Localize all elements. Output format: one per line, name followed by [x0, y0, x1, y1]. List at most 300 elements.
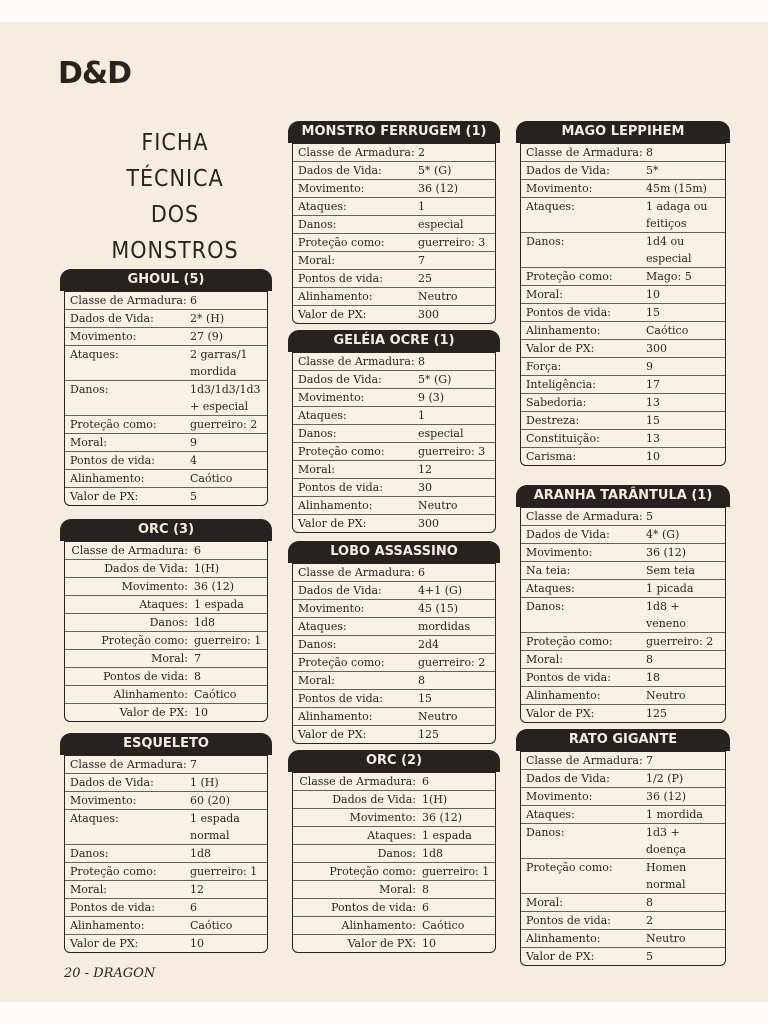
stat-value: 300 — [418, 517, 439, 530]
card-title: MONSTRO FERRUGEM (1) — [288, 121, 500, 143]
stat-row — [521, 912, 725, 930]
stat-label: Valor de PX: — [119, 706, 188, 719]
stat-label: Moral: — [298, 254, 335, 267]
stat-row — [293, 198, 495, 216]
stat-label: Danos: — [70, 383, 109, 396]
stat-value: 2 garras/1 mordida — [190, 348, 248, 378]
stat-label: Danos: — [526, 235, 565, 248]
stat-label: Movimento: — [70, 794, 137, 807]
stat-label: Força: — [526, 360, 562, 373]
stat-row — [521, 752, 725, 770]
stat-row — [521, 376, 725, 394]
stat-label: Dados de Vida: — [526, 772, 610, 785]
stat-row — [293, 461, 495, 479]
stat-value: 1d8 — [190, 847, 212, 860]
stat-value: 6 — [194, 544, 201, 557]
stat-label: Sabedoria: — [526, 396, 587, 409]
stat-row — [65, 614, 267, 632]
stat-value: 1d8 + veneno — [646, 600, 687, 630]
stat-value: guerreiro: 3 — [418, 445, 486, 458]
stat-value: 15 — [646, 306, 660, 319]
stat-value: 4+1 (G) — [418, 584, 463, 597]
stat-row — [521, 633, 725, 651]
stat-row — [293, 618, 495, 636]
stat-table — [64, 541, 268, 722]
stat-label: Alinhamento: — [526, 689, 601, 702]
stat-value: 12 — [418, 463, 432, 476]
stat-value: Neutro — [646, 689, 686, 702]
card-lobo-assassino — [288, 541, 500, 744]
stat-label: Movimento: — [526, 546, 593, 559]
stat-row — [65, 434, 267, 452]
stat-label: Classe de Armadura: — [526, 754, 643, 767]
stat-row — [293, 306, 495, 323]
stat-label: Moral: — [526, 288, 563, 301]
stat-row — [293, 371, 495, 389]
stat-value: 10 — [190, 937, 204, 950]
stat-label: Moral: — [298, 674, 335, 687]
stat-value: 8 — [418, 355, 425, 368]
stat-value: 10 — [646, 450, 660, 463]
stat-row — [521, 894, 725, 912]
stat-label: Alinhamento: — [526, 932, 601, 945]
stat-row — [65, 452, 267, 470]
stat-label: Movimento: — [70, 330, 137, 343]
stat-row — [521, 162, 725, 180]
stat-label: Classe de Armadura: — [526, 510, 643, 523]
stat-value: guerreiro: 1 — [190, 865, 258, 878]
stat-value: 5* (G) — [418, 164, 452, 177]
stat-row — [521, 233, 725, 268]
stat-value: 1d8 — [194, 616, 216, 629]
stat-value: 1d3 + doença — [646, 826, 686, 856]
stat-row — [65, 686, 267, 704]
stat-row — [293, 288, 495, 306]
stat-label: Valor de PX: — [298, 308, 367, 321]
card-title: ORC (3) — [60, 519, 272, 541]
stat-table — [292, 143, 496, 324]
stat-row — [521, 788, 725, 806]
stat-value: 6 — [418, 566, 425, 579]
stat-label: Alinhamento: — [526, 324, 601, 337]
stat-label: Alinhamento: — [341, 919, 416, 932]
stat-label: Ataques: — [70, 348, 119, 361]
stat-label: Movimento: — [526, 182, 593, 195]
stat-label: Movimento: — [121, 580, 188, 593]
stat-row — [65, 792, 267, 810]
card-geleia-ocre — [288, 330, 500, 533]
stat-label: Alinhamento: — [298, 710, 373, 723]
stat-row — [521, 824, 725, 859]
stat-table — [64, 755, 268, 953]
stat-label: Valor de PX: — [70, 937, 139, 950]
stat-row — [293, 917, 495, 935]
stat-table — [520, 751, 726, 966]
stat-row — [293, 234, 495, 252]
stat-label: Danos: — [526, 600, 565, 613]
stat-value: 2 — [646, 914, 653, 927]
stat-label: Ataques: — [367, 829, 416, 842]
stat-label: Pontos de vida: — [70, 454, 155, 467]
stat-value: Neutro — [418, 710, 458, 723]
stat-value: guerreiro: 2 — [190, 418, 258, 431]
stat-value: 8 — [418, 674, 425, 687]
card-rato-gigante — [516, 729, 730, 966]
stat-row — [521, 544, 725, 562]
stat-row — [65, 845, 267, 863]
stat-label: Danos: — [70, 847, 109, 860]
stat-row — [521, 930, 725, 948]
stat-value: Caótico — [422, 919, 465, 932]
stat-value: 36 (12) — [418, 182, 459, 195]
title-line-2: TÉCNICA — [126, 166, 224, 192]
stat-value: 1 — [418, 200, 425, 213]
stat-label: Ataques: — [139, 598, 188, 611]
stat-value: 15 — [418, 692, 432, 705]
stat-row — [293, 443, 495, 461]
stat-row — [521, 669, 725, 687]
stat-row — [293, 479, 495, 497]
stat-label: Danos: — [298, 427, 337, 440]
stat-value: 1 — [418, 409, 425, 422]
stat-row — [521, 358, 725, 376]
stat-label: Classe de Armadura: — [298, 355, 415, 368]
stat-value: 1(H) — [194, 562, 220, 575]
stat-label: Classe de Armadura: — [299, 775, 416, 788]
stat-row — [65, 668, 267, 686]
stat-row — [521, 394, 725, 412]
stat-label: Dados de Vida: — [298, 164, 382, 177]
stat-label: Pontos de vida: — [331, 901, 416, 914]
stat-value: 1(H) — [422, 793, 448, 806]
stat-value: guerreiro: 1 — [194, 634, 262, 647]
stat-row — [521, 322, 725, 340]
stat-row — [293, 425, 495, 443]
stat-label: Danos: — [149, 616, 188, 629]
stat-value: 5 — [190, 490, 197, 503]
stat-table — [520, 143, 726, 466]
stat-value: guerreiro: 2 — [418, 656, 486, 669]
stat-row — [521, 598, 725, 633]
stat-value: 45m (15m) — [646, 182, 707, 195]
stat-row — [65, 756, 267, 774]
stat-label: Proteção como: — [70, 418, 157, 431]
stat-value: 9 (3) — [418, 391, 445, 404]
card-title: LOBO ASSASSINO — [288, 541, 500, 563]
card-aranha-tarantula — [516, 485, 730, 723]
stat-value: 10 — [646, 288, 660, 301]
stat-row — [521, 144, 725, 162]
stat-label: Moral: — [379, 883, 416, 896]
stat-row — [293, 935, 495, 952]
card-ghoul — [60, 269, 272, 506]
stat-label: Danos: — [298, 218, 337, 231]
stat-value: 300 — [418, 308, 439, 321]
card-esqueleto — [60, 733, 272, 953]
stat-row — [293, 881, 495, 899]
stat-value: 5 — [646, 510, 653, 523]
stat-value: 1 adaga ou feitiços — [646, 200, 708, 230]
stat-row — [65, 578, 267, 596]
stat-row — [65, 810, 267, 845]
stat-row — [293, 216, 495, 234]
stat-value: 36 (12) — [646, 790, 687, 803]
stat-label: Ataques: — [298, 409, 347, 422]
card-title: ORC (2) — [288, 750, 500, 772]
stat-label: Moral: — [526, 653, 563, 666]
stat-label: Dados de Vida: — [298, 373, 382, 386]
stat-value: 8 — [646, 896, 653, 909]
stat-label: Dados de Vida: — [298, 584, 382, 597]
stat-row — [293, 863, 495, 881]
stat-value: 36 (12) — [194, 580, 235, 593]
stat-value: Neutro — [418, 499, 458, 512]
stat-row — [65, 774, 267, 792]
stat-value: Caótico — [646, 324, 689, 337]
stat-row — [293, 773, 495, 791]
stat-value: 2 — [418, 146, 425, 159]
stat-label: Pontos de vida: — [298, 692, 383, 705]
stat-row — [521, 526, 725, 544]
stat-value: 6 — [190, 901, 197, 914]
stat-value: 10 — [422, 937, 436, 950]
stat-label: Proteção como: — [298, 445, 385, 458]
stat-row — [65, 935, 267, 952]
stat-label: Alinhamento: — [70, 919, 145, 932]
stat-value: Mago: 5 — [646, 270, 692, 283]
stat-label: Destreza: — [526, 414, 580, 427]
stat-value: 1 espada — [194, 598, 244, 611]
stat-value: 7 — [190, 758, 197, 771]
stat-row — [521, 268, 725, 286]
stat-label: Dados de Vida: — [70, 312, 154, 325]
stat-row — [65, 881, 267, 899]
stat-row — [293, 353, 495, 371]
dnd-logo: D&D — [58, 56, 131, 91]
stat-value: 125 — [418, 728, 439, 741]
stat-row — [521, 687, 725, 705]
stat-row — [65, 596, 267, 614]
stat-row — [293, 180, 495, 198]
stat-row — [65, 470, 267, 488]
stat-value: 300 — [646, 342, 667, 355]
card-title: RATO GIGANTE — [516, 729, 730, 751]
stat-label: Na teia: — [526, 564, 571, 577]
stat-value: 8 — [646, 653, 653, 666]
stat-row — [65, 310, 267, 328]
stat-label: Classe de Armadura: — [71, 544, 188, 557]
stat-row — [65, 560, 267, 578]
stat-value: 17 — [646, 378, 660, 391]
stat-value: 125 — [646, 707, 667, 720]
stat-row — [65, 488, 267, 505]
stat-row — [65, 650, 267, 668]
stat-label: Dados de Vida: — [526, 528, 610, 541]
stat-row — [293, 497, 495, 515]
stat-value: Neutro — [418, 290, 458, 303]
stat-row — [521, 580, 725, 598]
stat-label: Valor de PX: — [347, 937, 416, 950]
stat-row — [521, 198, 725, 233]
stat-row — [65, 292, 267, 310]
title-line-3: DOS — [150, 202, 200, 228]
stat-label: Pontos de vida: — [70, 901, 155, 914]
card-title: MAGO LEPPIHEM — [516, 121, 730, 143]
stat-value: 1 mordida — [646, 808, 703, 821]
stat-label: Movimento: — [298, 602, 365, 615]
stat-row — [65, 899, 267, 917]
stat-row — [65, 346, 267, 381]
stat-value: 1d4 ou especial — [646, 235, 692, 265]
stat-label: Valor de PX: — [298, 728, 367, 741]
stat-row — [521, 304, 725, 322]
stat-label: Movimento: — [349, 811, 416, 824]
stat-row — [521, 806, 725, 824]
stat-value: 12 — [190, 883, 204, 896]
stat-value: 30 — [418, 481, 432, 494]
stat-row — [293, 845, 495, 863]
stat-label: Moral: — [70, 436, 107, 449]
stat-table — [292, 772, 496, 953]
stat-label: Moral: — [70, 883, 107, 896]
card-mago-leppihem — [516, 121, 730, 466]
stat-value: Caótico — [194, 688, 237, 701]
card-orc-3 — [60, 519, 272, 722]
stat-label: Danos: — [377, 847, 416, 860]
stat-value: 5* (G) — [418, 373, 452, 386]
stat-row — [521, 412, 725, 430]
stat-label: Movimento: — [526, 790, 593, 803]
stat-value: Sem teia — [646, 564, 695, 577]
stat-row — [65, 542, 267, 560]
stat-row — [521, 180, 725, 198]
stat-table — [292, 352, 496, 533]
stat-value: 1d8 — [422, 847, 444, 860]
card-monstro-ferrugem — [288, 121, 500, 324]
stat-value: 13 — [646, 396, 660, 409]
title-line-4: MONSTROS — [111, 238, 239, 264]
stat-label: Alinhamento: — [113, 688, 188, 701]
stat-table — [64, 291, 268, 506]
stat-value: 13 — [646, 432, 660, 445]
stat-row — [293, 600, 495, 618]
stat-label: Alinhamento: — [298, 290, 373, 303]
stat-row — [293, 827, 495, 845]
stat-value: 8 — [422, 883, 429, 896]
page-footer: 20 - DRAGON — [64, 966, 156, 981]
stat-value: 1/2 (P) — [646, 772, 684, 785]
stat-label: Proteção como: — [70, 865, 157, 878]
stat-label: Proteção como: — [526, 861, 613, 874]
stat-row — [293, 564, 495, 582]
stat-label: Ataques: — [298, 620, 347, 633]
stat-label: Ataques: — [70, 812, 119, 825]
stat-row — [293, 690, 495, 708]
stat-label: Pontos de vida: — [526, 671, 611, 684]
stat-value: 36 (12) — [422, 811, 463, 824]
stat-label: Proteção como: — [298, 236, 385, 249]
stat-row — [293, 809, 495, 827]
stat-label: Valor de PX: — [70, 490, 139, 503]
stat-row — [521, 286, 725, 304]
stat-label: Proteção como: — [101, 634, 188, 647]
stat-value: especial — [418, 218, 464, 231]
stat-label: Pontos de vida: — [103, 670, 188, 683]
stat-row — [293, 672, 495, 690]
card-orc-2 — [288, 750, 500, 953]
stat-row — [293, 389, 495, 407]
stat-label: Carisma: — [526, 450, 577, 463]
stat-row — [65, 917, 267, 935]
stat-value: guerreiro: 3 — [418, 236, 486, 249]
stat-label: Ataques: — [298, 200, 347, 213]
stat-value: 8 — [194, 670, 201, 683]
stat-row — [521, 508, 725, 526]
card-title: ARANHA TARÂNTULA (1) — [516, 485, 730, 507]
stat-value: 9 — [190, 436, 197, 449]
stat-row — [293, 162, 495, 180]
stat-label: Classe de Armadura: — [298, 146, 415, 159]
stat-table — [520, 507, 726, 723]
stat-value: 1 (H) — [190, 776, 219, 789]
stat-value: 5* — [646, 164, 659, 177]
card-title: GELÉIA OCRE (1) — [288, 330, 500, 352]
stat-label: Moral: — [526, 896, 563, 909]
stat-value: guerreiro: 1 — [422, 865, 490, 878]
stat-label: Proteção como: — [298, 656, 385, 669]
stat-label: Valor de PX: — [526, 342, 595, 355]
stat-value: Homen normal — [646, 861, 687, 891]
stat-label: Classe de Armadura: — [70, 294, 187, 307]
stat-value: Caótico — [190, 919, 233, 932]
stat-label: Dados de Vida: — [70, 776, 154, 789]
stat-row — [293, 726, 495, 743]
stat-value: 7 — [194, 652, 201, 665]
stat-value: 8 — [646, 146, 653, 159]
stat-label: Alinhamento: — [70, 472, 145, 485]
stat-label: Classe de Armadura: — [526, 146, 643, 159]
stat-value: 45 (15) — [418, 602, 459, 615]
stat-value: Neutro — [646, 932, 686, 945]
stat-label: Classe de Armadura: — [298, 566, 415, 579]
stat-value: 1 espada — [422, 829, 472, 842]
stat-row — [521, 859, 725, 894]
stat-row — [521, 705, 725, 722]
stat-row — [65, 381, 267, 416]
stat-value: 1d3/1d3/1d3 + especial — [190, 383, 261, 413]
stat-row — [293, 515, 495, 532]
stat-label: Moral: — [298, 463, 335, 476]
stat-label: Movimento: — [298, 182, 365, 195]
stat-label: Proteção como: — [526, 270, 613, 283]
stat-value: guerreiro: 2 — [646, 635, 714, 648]
stat-label: Alinhamento: — [298, 499, 373, 512]
stat-row — [293, 899, 495, 917]
stat-value: 6 — [422, 775, 429, 788]
stat-label: Proteção como: — [526, 635, 613, 648]
stat-value: 5 — [646, 950, 653, 963]
stat-row — [521, 430, 725, 448]
stat-row — [293, 708, 495, 726]
stat-value: 6 — [422, 901, 429, 914]
stat-label: Pontos de vida: — [526, 914, 611, 927]
stat-value: 10 — [194, 706, 208, 719]
stat-label: Pontos de vida: — [526, 306, 611, 319]
card-title: GHOUL (5) — [60, 269, 272, 291]
stat-label: Pontos de vida: — [298, 272, 383, 285]
stat-value: 36 (12) — [646, 546, 687, 559]
stat-value: 15 — [646, 414, 660, 427]
